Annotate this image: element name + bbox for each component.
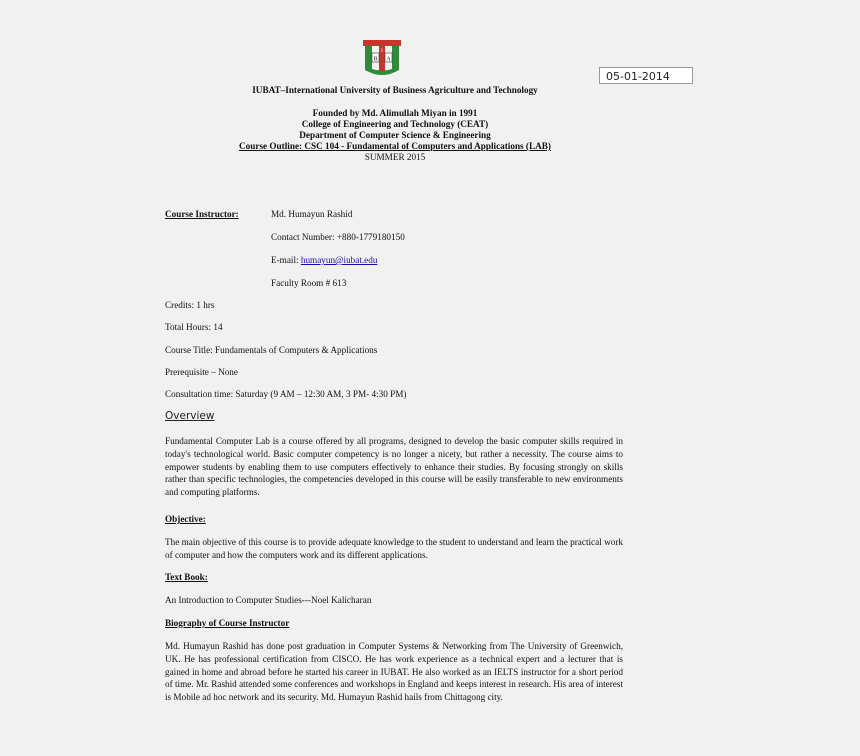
objective-heading: Objective: <box>165 514 206 524</box>
course-title-line: Course Title: Fundamentals of Computers & Applications <box>165 345 378 355</box>
instructor-label: Course Instructor: <box>165 209 239 219</box>
faculty-room: Faculty Room # 613 <box>271 278 347 288</box>
consultation-line: Consultation time: Saturday (9 AM – 12:30 AM, 3 PM- 4:30 PM) <box>165 389 407 399</box>
biography-heading: Biography of Course Instructor <box>165 618 290 628</box>
biography-paragraph: Md. Humayun Rashid has done post graduation in Computer Systems & Networking from The University of Greenwich, UK. He has professional certification from CISCO. He has work experience as a technical expert and a lecturer that is gained in home and abroad before he started his career in IUBAT. He also worked as an IELTS instructor for a short period of time. Mr. Rashid attended some conferences and workshops in England and keeps interest in research. His area of interest is Mobile ad hoc network and its security. Md. Humayun Rashid hails from Chittagong city. <box>165 641 623 703</box>
textbook-line: An Introduction to Computer Studies---Noel Kalicharan <box>165 595 372 605</box>
date-field[interactable]: 05-01-2014 <box>599 67 693 84</box>
logo-letter-a: A <box>386 56 391 63</box>
email-line <box>271 255 377 265</box>
logo-letter-i: I <box>381 49 383 54</box>
textbook-heading: Text Book: <box>165 572 208 582</box>
prerequisite-line: Prerequisite – None <box>165 367 238 377</box>
college-line: College of Engineering and Technology (CEAT) <box>301 119 489 129</box>
overview-paragraph: Fundamental Computer Lab is a course offered by all programs, designed to develop the basic computer skills required in today's technological world. Basic computer competency is no longer a nicety, but rather a necessity. The course aims to empower students by enabling them to use computers effectively to enhance their studies. By focusing strongly on skills rather than specific technologies, the competencies developed in this course will be easily transferable to new environments and computing platforms. <box>165 436 623 498</box>
university-name: IUBAT–International University of Business Agriculture and Technology <box>252 85 538 95</box>
logo-letter-b: B <box>373 56 378 63</box>
iubat-logo-icon <box>361 40 403 76</box>
department-line: Department of Computer Science & Engineering <box>299 130 491 140</box>
email-label: E-mail: <box>271 255 301 265</box>
email-link[interactable]: humayun@iubat.edu <box>300 255 378 265</box>
credits-line: Credits: 1 hrs <box>165 300 215 310</box>
term-line: SUMMER 2015 <box>364 152 426 162</box>
total-hours-line: Total Hours: 14 <box>165 322 223 332</box>
contact-number: Contact Number: +880-1779180150 <box>271 232 405 242</box>
instructor-name: Md. Humayun Rashid <box>271 209 353 219</box>
course-outline-title: Course Outline: CSC 104 - Fundamental of Computers and Applications (LAB) <box>239 141 551 151</box>
objective-paragraph: The main objective of this course is to provide adequate knowledge to the student to understand and learn the practical work of computer and how the computers work and its different applications. <box>165 537 623 560</box>
founded-line: Founded by Md. Alimullah Miyan in 1991 <box>312 108 478 118</box>
overview-heading: Overview <box>165 410 215 422</box>
